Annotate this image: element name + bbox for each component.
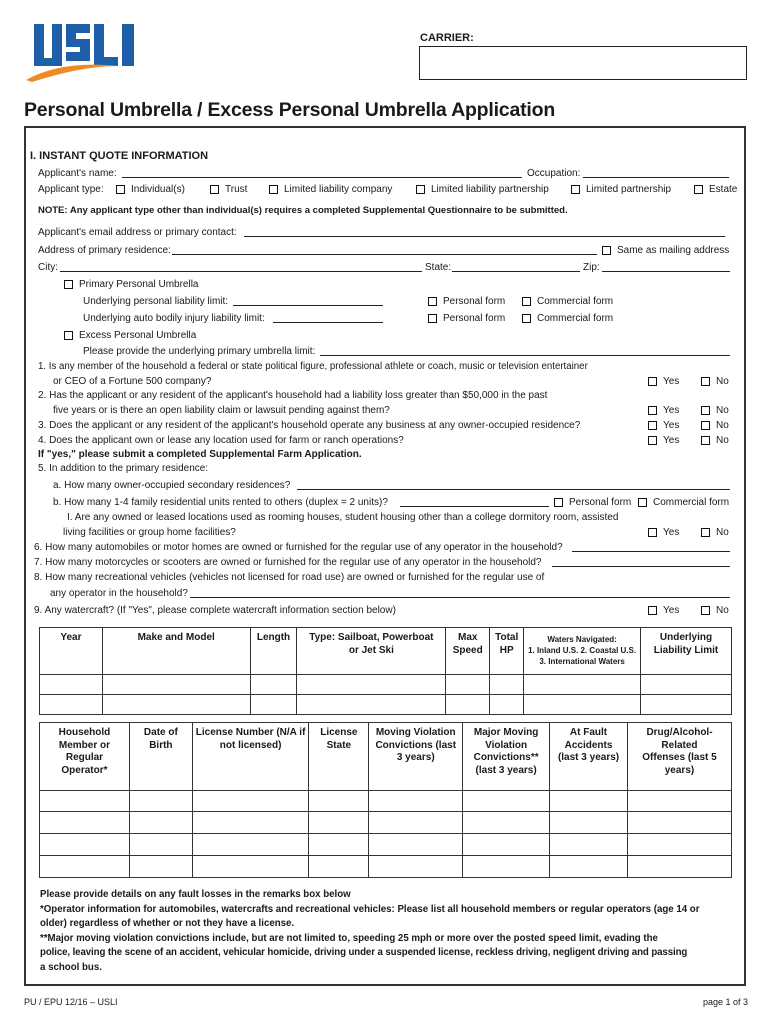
applicant-type-individual[interactable]: Individual(s) xyxy=(116,184,185,195)
auto-commercial-form[interactable]: Commercial form xyxy=(522,313,613,324)
page-title: Personal Umbrella / Excess Personal Umbrella Application xyxy=(24,99,556,121)
underlying-auto-input[interactable] xyxy=(273,313,383,323)
operator-table xyxy=(39,722,732,878)
header-at-fault-accidents: At Fault Accidents (last 3 years) xyxy=(550,723,628,791)
header-license-number: License Number (N/A if not licensed) xyxy=(192,723,309,791)
q5a-input[interactable] xyxy=(297,480,730,490)
underlying-liability-input[interactable] xyxy=(233,296,383,306)
q1-yes[interactable]: Yes xyxy=(648,376,679,387)
email-input[interactable] xyxy=(244,227,725,237)
question-5b: b. How many 1-4 family residential units rented to others (duplex = 2 units)? xyxy=(53,497,388,508)
applicant-type-llp[interactable]: Limited liability partnership xyxy=(416,184,549,195)
checkbox[interactable] xyxy=(648,406,657,415)
checkbox[interactable] xyxy=(701,377,710,386)
question-6: 6. How many automobiles or motor homes are owned or furnished for the regular use of any operator in the household? xyxy=(34,542,563,553)
checkbox[interactable] xyxy=(416,185,425,194)
footnote-5: police, leaving the scene of an accident, vehicular homicide, driving under a suspended license, reckless driving, negligent driving and passing xyxy=(40,947,688,958)
footnote-4: **Major moving violation convictions include, but are not limited to, speeding 25 mph or more over the posted speed limit, evading the xyxy=(40,933,658,944)
footnote-3: older) regardless of whether or not they have a license. xyxy=(40,918,295,929)
underlying-auto-label: Underlying auto bodily injury liability limit: xyxy=(83,313,265,324)
address-label: Address of primary residence: xyxy=(38,245,171,256)
same-as-mailing-checkbox[interactable]: Same as mailing address xyxy=(602,245,729,256)
q5i-yes[interactable]: Yes xyxy=(648,527,679,538)
table-row xyxy=(40,812,732,834)
checkbox[interactable] xyxy=(638,498,647,507)
header-make-model: Make and Model xyxy=(102,628,250,675)
primary-umbrella-checkbox[interactable]: Primary Personal Umbrella xyxy=(64,279,198,290)
q3-yes[interactable]: Yes xyxy=(648,420,679,431)
header-underlying-limit: Underlying Liability Limit xyxy=(640,628,731,675)
liability-personal-form[interactable]: Personal form xyxy=(428,296,505,307)
state-label: State: xyxy=(425,262,452,273)
q9-yes[interactable]: Yes xyxy=(648,605,679,616)
underlying-liability-label: Underlying personal liability limit: xyxy=(83,296,229,307)
checkbox[interactable] xyxy=(648,606,657,615)
applicant-name-label: Applicant's name: xyxy=(38,168,117,179)
zip-input[interactable] xyxy=(602,262,730,272)
address-input[interactable] xyxy=(172,245,597,255)
q9-no[interactable]: No xyxy=(701,605,729,616)
header-license-state: License State xyxy=(309,723,369,791)
table-row xyxy=(40,834,732,856)
q2-no[interactable]: No xyxy=(701,405,729,416)
checkbox[interactable] xyxy=(701,406,710,415)
question-2-cont: five years or is there an open liability claim or lawsuit pending against them? xyxy=(53,405,390,416)
q5b-input[interactable] xyxy=(400,497,549,507)
header-moving-violations: Moving Violation Convictions (last 3 years) xyxy=(369,723,463,791)
header-major-violations: Major Moving Violation Convictions** (last 3 years) xyxy=(463,723,550,791)
city-label: City: xyxy=(38,262,58,273)
q7-input[interactable] xyxy=(552,557,730,567)
checkbox[interactable] xyxy=(701,436,710,445)
city-input[interactable] xyxy=(60,262,422,272)
header-household-member: Household Member or Regular Operator* xyxy=(40,723,130,791)
applicant-type-note: NOTE: Any applicant type other than individual(s) requires a completed Supplemental Questionnaire to be submitted. xyxy=(38,205,568,216)
footnote-2: *Operator information for automobiles, watercrafts and recreational vehicles: Please list all household members or regular operators (age 14 or xyxy=(40,904,700,915)
question-5: 5. In addition to the primary residence: xyxy=(38,463,209,474)
question-1-cont: or CEO of a Fortune 500 company? xyxy=(53,376,212,387)
farm-note: If "yes," please submit a completed Supplemental Farm Application. xyxy=(38,449,362,460)
q5i-no[interactable]: No xyxy=(701,527,729,538)
question-9: 9. Any watercraft? (If "Yes", please complete watercraft information section below) xyxy=(34,605,396,616)
q1-no[interactable]: No xyxy=(701,376,729,387)
header-year: Year xyxy=(40,628,103,675)
footnote-1: Please provide details on any fault losses in the remarks box below xyxy=(40,889,351,900)
question-2: 2. Has the applicant or any resident of the applicant's household had a liability loss greater than $50,000 in the past xyxy=(38,390,548,401)
section-heading: I. INSTANT QUOTE INFORMATION xyxy=(30,150,209,162)
q5b-personal-form[interactable]: Personal form xyxy=(554,497,631,508)
question-1: 1. Is any member of the household a federal or state political figure, professional athlete or coach, music or television entertainer xyxy=(38,361,588,372)
header-length: Length xyxy=(250,628,297,675)
q4-no[interactable]: No xyxy=(701,435,729,446)
checkbox[interactable] xyxy=(522,297,531,306)
form-id: PU / EPU 12/16 – USLI xyxy=(24,997,118,1007)
checkbox[interactable] xyxy=(648,436,657,445)
q8-input[interactable] xyxy=(190,588,730,598)
table-row xyxy=(40,695,732,715)
email-label: Applicant's email address or primary contact: xyxy=(38,227,237,238)
header-date-of-birth: Date of Birth xyxy=(129,723,192,791)
applicant-type-label: Applicant type: xyxy=(38,184,104,195)
auto-personal-form[interactable]: Personal form xyxy=(428,313,505,324)
header-waters-navigated: Waters Navigated: 1. Inland U.S. 2. Coastal U.S. 3. International Waters xyxy=(524,628,641,675)
applicant-type-estate[interactable]: Estate xyxy=(694,184,737,195)
q6-input[interactable] xyxy=(572,542,730,552)
checkbox[interactable] xyxy=(428,314,437,323)
header-drug-alcohol: Drug/Alcohol-Related Offenses (last 5 years) xyxy=(627,723,731,791)
q2-yes[interactable]: Yes xyxy=(648,405,679,416)
checkbox[interactable] xyxy=(694,185,703,194)
checkbox[interactable] xyxy=(648,377,657,386)
zip-label: Zip: xyxy=(583,262,600,273)
watercraft-table xyxy=(39,627,732,715)
question-5i-cont: living facilities or group home facilities? xyxy=(63,527,236,538)
occupation-label: Occupation: xyxy=(527,168,581,179)
checkbox[interactable] xyxy=(428,297,437,306)
liability-commercial-form[interactable]: Commercial form xyxy=(522,296,613,307)
question-8: 8. How many recreational vehicles (vehicles not licensed for road use) are owned or furnished for the regular use of xyxy=(34,572,545,583)
question-7: 7. How many motorcycles or scooters are owned or furnished for the regular use of any operator in the household? xyxy=(34,557,542,568)
checkbox[interactable] xyxy=(701,606,710,615)
checkbox[interactable] xyxy=(701,528,710,537)
table-row xyxy=(40,675,732,695)
checkbox[interactable] xyxy=(648,421,657,430)
excess-umbrella-checkbox[interactable]: Excess Personal Umbrella xyxy=(64,330,196,341)
checkbox[interactable] xyxy=(648,528,657,537)
q4-yes[interactable]: Yes xyxy=(648,435,679,446)
applicant-type-llc[interactable]: Limited liability company xyxy=(269,184,392,195)
question-8-cont: any operator in the household? xyxy=(50,588,188,599)
checkbox[interactable] xyxy=(64,280,73,289)
page-number: page 1 of 3 xyxy=(703,997,749,1007)
q3-no[interactable]: No xyxy=(701,420,729,431)
checkbox[interactable] xyxy=(701,421,710,430)
occupation-input[interactable] xyxy=(583,168,729,178)
checkbox[interactable] xyxy=(116,185,125,194)
carrier-label: CARRIER: xyxy=(420,32,474,44)
question-4: 4. Does the applicant own or lease any location used for farm or ranch operations? xyxy=(38,435,404,446)
header-total-hp: Total HP xyxy=(490,628,524,675)
header-type: Type: Sailboat, Powerboat or Jet Ski xyxy=(297,628,446,675)
checkbox[interactable] xyxy=(269,185,278,194)
usli-logo xyxy=(22,20,144,84)
applicant-type-lp[interactable]: Limited partnership xyxy=(571,184,671,195)
q5b-commercial-form[interactable]: Commercial form xyxy=(638,497,729,508)
checkbox[interactable] xyxy=(64,331,73,340)
carrier-field[interactable] xyxy=(419,46,747,80)
applicant-name-input[interactable] xyxy=(122,168,522,178)
question-5i: I. Are any owned or leased locations used as rooming houses, student housing other than a college dormitory room, assisted xyxy=(67,512,619,523)
question-3: 3. Does the applicant or any resident of the applicant's household operate any business at any owner-occupied residence? xyxy=(38,420,581,431)
header-max-speed: Max Speed xyxy=(446,628,490,675)
checkbox[interactable] xyxy=(210,185,219,194)
question-5a: a. How many owner-occupied secondary residences? xyxy=(53,480,291,491)
applicant-type-trust[interactable]: Trust xyxy=(210,184,247,195)
checkbox[interactable] xyxy=(522,314,531,323)
primary-limit-input[interactable] xyxy=(320,346,730,356)
table-row xyxy=(40,791,732,812)
checkbox[interactable] xyxy=(554,498,563,507)
primary-limit-label: Please provide the underlying primary umbrella limit: xyxy=(83,346,316,357)
footnote-6: a school bus. xyxy=(40,962,102,973)
checkbox[interactable] xyxy=(571,185,580,194)
state-input[interactable] xyxy=(452,262,580,272)
table-row xyxy=(40,856,732,878)
checkbox[interactable] xyxy=(602,246,611,255)
